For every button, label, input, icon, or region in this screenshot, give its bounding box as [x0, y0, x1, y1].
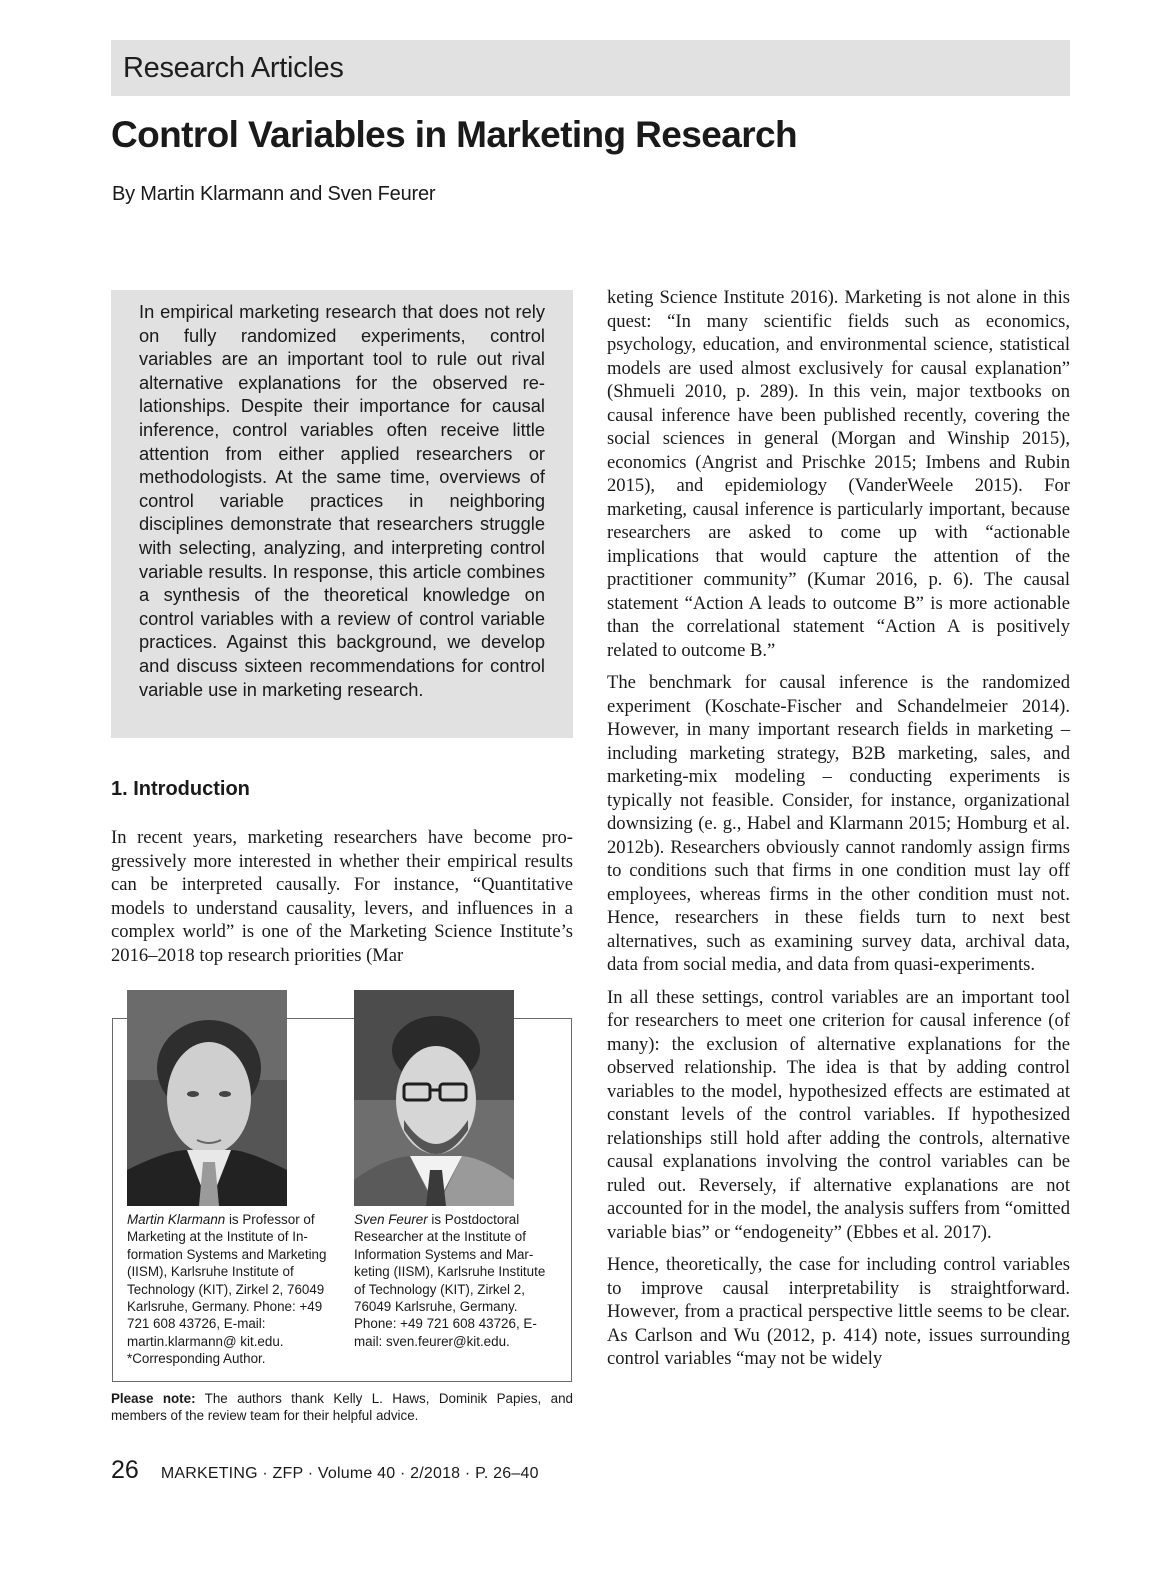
author-bio-feurer: [354, 1211, 559, 1350]
article-title: Control Variables in Marketing Research: [111, 114, 797, 155]
note-text: The authors thank Kelly L. Haws, Dominik Papies, and members of the review team for their helpful advice.: [111, 1391, 573, 1423]
author-bio-klarmann: [127, 1211, 337, 1368]
acknowledgement-note: [111, 1390, 573, 1424]
intro-paragraph-left: In recent years, marketing researchers have become progressively more interested in whether their empirical results can be interpreted causally. For instance, “Quantitative models to understand causality, levers, and influences in a complex world” is one of the Marketing Science Institute’s 2016–2018 top research priorities (Mar: [111, 827, 573, 966]
author-photo-klarmann: [127, 990, 287, 1206]
article-byline: By Martin Klarmann and Sven Feurer: [112, 183, 436, 205]
author-name: Martin Klarmann: [127, 1212, 226, 1227]
section-header-bar: [111, 40, 1070, 96]
body-paragraph: In all these settings, control variables are an important tool for researchers to meet one criterion for causal inference (of many): the exclusion of alternative explanations for the observed relationship. The idea is that by adding control variables to the model, hypothesized effects are estimated at constant levels of the control variables. If hypothesized relationships still hold after adding the controls, alternative causal explanations involving the control variables can be ruled out. Reversely, if alternative explanations are not accounted for in the model, the analysis suffers from “omitted variable bias” or “endogeneity” (Ebbes et al. 2017).: [607, 986, 1070, 1243]
body-paragraph: Hence, theoretically, the case for including control variables to improve causal interpretability is straightforward. However, from a practical perspective little seems to be clear. As Carlson and Wu (2012, p. 414) note, issues surrounding control variables “may not be widely: [607, 1254, 1070, 1369]
portrait-icon: [354, 990, 514, 1206]
body-paragraph: keting Science Institute 2016). Marketing is not alone in this quest: “In many scientific fields such as economics, psychology, education, and environmental science, statistical models are used almost exclusively for causal explanation” (Shmueli 2010, p. 289). In this vein, major textbooks on causal inference have been published recently, covering the social sciences in general (Morgan and Winship 2015), economics (Angrist and Prischke 2015; Imbens and Rubin 2015), and epidemiology (VanderWeele 2015). For marketing, causal inference is particularly important, because researchers are asked to come up with “actionable implications that would capture the attention of the practitioner community” (Kumar 2016, p. 6). The causal statement “Action A leads to outcome B” is more actionable than the correlational statement “Action A is positively related to outcome B.”: [607, 287, 1070, 661]
author-bio-text: is Professor of Marketing at the Institute of Information Systems and Marketing (IISM), Karlsruhe Institute of Technology (KIT), Zirkel 2, 76049 Karlsruhe, Germany. Phone: +49 721 608 43726, E-mail: martin.klarmann@ kit.edu. *Corresponding Author.: [127, 1212, 327, 1367]
page-footer: [111, 1456, 539, 1485]
page-number: 26: [111, 1456, 139, 1484]
journal-citation: MARKETING · ZFP · Volume 40 · 2/2018 · P. 26–40: [160, 1465, 539, 1482]
section-heading-introduction: 1. Introduction: [111, 778, 250, 800]
section-label: Research Articles: [123, 52, 344, 84]
abstract-text: In empirical marketing research that does not rely on fully randomized experiments, control variables are an important tool to rule out rival alternative explanations for the observed relationships. Despite their importance for causal inference, control variables often receive little attention from either applied researchers or methodologists. At the same time, overviews of control variable practices in neighboring disciplines demonstrate that researchers struggle with selecting, analyzing, and interpreting control variable results. In response, this article combines a synthesis of the theoretical knowledge on control variables with a review of control variable practices. Against this background, we develop and discuss sixteen recommendations for control variable use in marketing research.: [139, 301, 545, 700]
portrait-icon: [127, 990, 287, 1206]
author-photo-feurer: [354, 990, 514, 1206]
note-label: Please note:: [111, 1391, 196, 1406]
body-paragraph: The benchmark for causal inference is the randomized experiment (Koschate-Fischer and Schandelmeier 2014). However, in many important research fields in marketing – including marketing strategy, B2B marketing, sales, and marketing-mix modeling – conducting experiments is typically not feasible. Consider, for instance, organizational downsizing (e. g., Habel and Klarmann 2015; Homburg et al. 2012b). Researchers obviously cannot randomly assign firms to conditions such that firms in one condition must lay off employees, whereas firms in the other condition must not. Hence, researchers in these fields turn to next best alternatives, such as examining survey data, archival data, data from social media, and data from quasi-experiments.: [607, 672, 1070, 975]
abstract-box: [111, 290, 573, 738]
right-column: [607, 286, 1070, 1380]
author-name: Sven Feurer: [354, 1212, 428, 1227]
author-bio-text: is Postdoctoral Researcher at the Institute of Information Systems and Marketing (IISM), Karlsruhe Institute of Technology (KIT), Zirkel 2, 76049 Karlsruhe, Germany. Phone: +49 721 608 43726, E-mail: sven.feurer@kit.edu.: [354, 1212, 546, 1349]
